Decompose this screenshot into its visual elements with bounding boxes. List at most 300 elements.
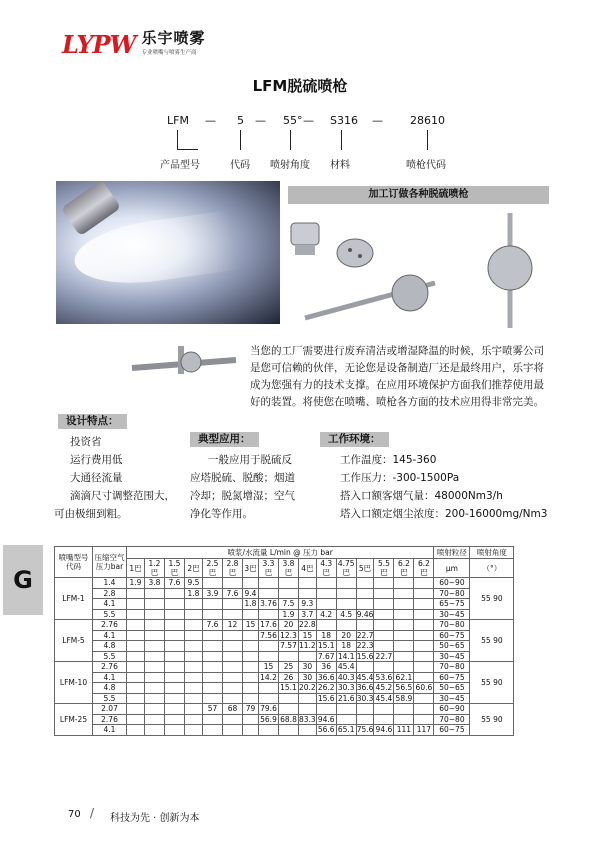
brand-logo: [62, 30, 206, 59]
flow-cell: [243, 693, 259, 704]
flow-cell: [185, 683, 203, 694]
design-heading: 设计特点：: [58, 414, 127, 429]
air-pressure-cell: 4.1: [93, 672, 127, 683]
flow-cell: [259, 641, 279, 652]
flow-cell: 7.6: [165, 578, 185, 589]
flow-cell: [223, 693, 243, 704]
flow-cell: 75.6: [356, 725, 374, 735]
spray-angle-cell: 55 90: [470, 704, 514, 736]
flow-cell: [316, 620, 336, 631]
model-cell: LFM-10: [55, 662, 93, 704]
droplet-size-cell: 70~80: [434, 714, 470, 725]
flow-cell: [127, 704, 145, 715]
flow-cell: [299, 588, 317, 599]
header-model: 喷嘴型号代码: [55, 547, 93, 578]
code-label: 喷枪代码: [406, 160, 446, 171]
flow-cell: [243, 683, 259, 694]
flow-cell: 9.3: [299, 599, 317, 610]
flow-cell: [356, 588, 374, 599]
flow-cell: 7.56: [260, 630, 277, 640]
header-pressure: 2.5巴: [203, 559, 223, 578]
flow-cell: [336, 588, 356, 599]
flow-cell: [316, 599, 336, 610]
flow-cell: [394, 578, 414, 589]
flow-cell: 18: [316, 630, 336, 641]
flow-cell: 7.67: [317, 651, 335, 661]
air-pressure-cell: 4.8: [93, 641, 127, 652]
product-photos: [285, 208, 555, 338]
flow-cell: [145, 672, 165, 683]
environment-item: 工作温度：145-360: [340, 454, 437, 466]
code-part: LFM: [167, 114, 189, 127]
flow-cell: [374, 588, 394, 599]
air-pressure-cell: 2.07: [93, 704, 127, 715]
flow-cell: [356, 620, 374, 631]
flow-cell: 68.8: [280, 714, 297, 724]
flow-cell: [185, 599, 203, 610]
header-pressure: 1.2巴: [145, 559, 165, 578]
design-item: 运行费用低: [70, 454, 123, 466]
spray-angle-cell: 55 90: [470, 620, 514, 662]
header-pressure: 3.8巴: [279, 559, 299, 578]
flow-cell: 56.9: [260, 714, 277, 724]
flow-cell: 60.6: [415, 683, 433, 693]
flow-cell: 3.76: [260, 599, 277, 609]
flow-cell: [374, 641, 394, 652]
flow-cell: 4.2: [316, 609, 336, 620]
flow-cell: [394, 630, 414, 641]
flow-cell: [223, 725, 243, 736]
flow-cell: [127, 630, 145, 641]
flow-cell: 36.6: [356, 683, 374, 693]
table-row: [55, 609, 514, 620]
flow-cell: 9.46: [356, 609, 374, 619]
code-part: 5: [237, 114, 244, 127]
flow-cell: [127, 672, 145, 683]
droplet-size-cell: 60~90: [434, 704, 470, 715]
header-air: 压缩空气压力bar: [93, 547, 127, 578]
design-item: 投资省: [70, 436, 102, 448]
flow-cell: 40.3: [337, 672, 355, 682]
flow-cell: 12.3: [280, 630, 297, 640]
flow-cell: [203, 714, 223, 725]
flow-cell: [336, 599, 356, 610]
flow-cell: [165, 672, 185, 683]
flow-cell: [259, 651, 279, 662]
flow-cell: [185, 693, 203, 704]
flow-cell: 22.7: [375, 651, 393, 661]
flow-cell: [165, 725, 185, 736]
table-row: [55, 620, 514, 631]
flow-cell: 3.7: [299, 609, 317, 620]
flow-cell: [127, 599, 145, 610]
flow-cell: [243, 641, 259, 652]
footer-motto: 科技为先 · 创新为本: [110, 813, 200, 824]
flow-cell: [299, 693, 317, 704]
flow-cell: [259, 609, 279, 620]
flow-cell: [259, 683, 279, 694]
header-flow: 喷浆/水流量 L/min @ 压力 bar: [127, 547, 434, 559]
flow-cell: [374, 714, 394, 725]
flow-cell: 11.2: [299, 641, 316, 651]
flow-cell: 45.4: [356, 672, 374, 682]
flow-cell: [145, 641, 165, 652]
flow-cell: 62.1: [395, 672, 413, 682]
flow-cell: 117: [414, 725, 434, 736]
flow-cell: [394, 704, 414, 715]
flow-cell: [145, 599, 165, 610]
flow-cell: [223, 683, 243, 694]
flow-cell: 15.1: [317, 641, 335, 651]
droplet-size-cell: 30~45: [434, 609, 470, 620]
table-row: [55, 693, 514, 704]
droplet-size-cell: 60~90: [434, 578, 470, 589]
flow-cell: [203, 609, 223, 620]
code-bracket: [290, 130, 291, 150]
flow-cell: [203, 725, 223, 736]
flow-cell: 30: [299, 662, 317, 673]
flow-cell: [203, 662, 223, 673]
code-label: 材料: [330, 160, 350, 171]
code-part: 28610: [410, 114, 445, 127]
flow-cell: [165, 609, 185, 620]
flow-cell: [336, 714, 356, 725]
flow-cell: [374, 609, 394, 620]
flow-cell: [223, 714, 243, 725]
flow-cell: 68: [223, 704, 243, 715]
droplet-size-cell: 50~65: [434, 683, 470, 694]
flow-cell: [374, 599, 394, 610]
page-number: 70: [68, 809, 81, 820]
flow-cell: 45.2: [375, 683, 393, 693]
flow-cell: [316, 588, 336, 599]
code-label: 代码: [230, 160, 250, 171]
nozzle-product-2: [337, 239, 373, 267]
flow-cell: [243, 651, 259, 662]
flow-cell: [165, 620, 185, 631]
header-pressure: 6.2巴: [414, 559, 434, 578]
flow-cell: [203, 651, 223, 662]
flow-cell: [203, 683, 223, 694]
flow-cell: [394, 651, 414, 662]
flow-cell: 3.8: [145, 578, 165, 589]
flow-cell: [243, 725, 259, 736]
flow-cell: [414, 630, 434, 641]
lance-product-2: [488, 213, 532, 328]
table-row: [55, 599, 514, 610]
code-part: —: [303, 114, 314, 127]
flow-cell: [414, 641, 434, 652]
flow-cell: 53.6: [375, 672, 393, 682]
custom-header: 加工订做各种脱硫喷枪: [288, 186, 549, 204]
flow-cell: [145, 725, 165, 736]
flow-cell: [414, 693, 434, 704]
header-pressure: 5巴: [356, 559, 374, 578]
flow-cell: [299, 704, 317, 715]
flow-cell: [145, 714, 165, 725]
flow-cell: [203, 630, 223, 641]
table-row: [55, 588, 514, 599]
flow-cell: 36: [316, 662, 336, 673]
droplet-size-cell: 30~45: [434, 651, 470, 662]
table-row: [55, 672, 514, 683]
header-angle: 喷射角度: [470, 547, 514, 559]
environment-item: 搭入口额客烟气量：48000Nm3/h: [340, 490, 503, 502]
flow-cell: [356, 704, 374, 715]
droplet-size-cell: 70~80: [434, 588, 470, 599]
flow-cell: [185, 630, 203, 641]
flow-cell: [374, 630, 394, 641]
flow-cell: [243, 578, 259, 589]
flow-cell: 65.1: [337, 725, 355, 735]
flow-cell: [299, 578, 317, 589]
flow-cell: 15: [243, 620, 259, 631]
flow-cell: [414, 672, 434, 683]
flow-cell: 14.2: [260, 672, 277, 682]
application-item: 一般应用于脱硫反: [208, 454, 292, 466]
flow-cell: [374, 578, 394, 589]
flow-cell: [203, 578, 223, 589]
flow-cell: [165, 641, 185, 652]
flow-cell: [394, 609, 414, 620]
logo-mark: LYPW: [62, 30, 136, 59]
flow-cell: 3.9: [203, 588, 223, 599]
flow-cell: 7.57: [280, 641, 297, 651]
flow-cell: [185, 672, 203, 683]
flow-cell: [259, 693, 279, 704]
flow-cell: [336, 578, 356, 589]
flow-cell: [127, 725, 145, 736]
flow-cell: 18: [336, 641, 356, 652]
flow-cell: [127, 588, 145, 599]
flow-cell: [145, 609, 165, 620]
code-bracket: [427, 130, 428, 150]
environment-heading: 工作环境：: [320, 432, 389, 447]
code-part: —: [205, 114, 216, 127]
flow-cell: [203, 641, 223, 652]
flow-cell: [279, 651, 299, 662]
lance-product-1: [305, 275, 435, 318]
flow-cell: [414, 609, 434, 620]
page-title: LFM脱硫喷枪: [252, 77, 348, 95]
air-pressure-cell: 4.8: [93, 683, 127, 694]
nozzle-image: [61, 180, 121, 237]
flow-cell: [414, 588, 434, 599]
flow-cell: [336, 620, 356, 631]
flow-cell: [316, 704, 336, 715]
flow-cell: 7.5: [279, 599, 299, 610]
flow-cell: 1.9: [279, 609, 299, 620]
flow-cell: 4.5: [336, 609, 356, 620]
application-heading: 典型应用：: [190, 432, 259, 447]
flow-cell: [223, 641, 243, 652]
flow-cell: [243, 662, 259, 673]
code-label: 产品型号: [160, 160, 200, 171]
header-pressure: 2巴: [185, 559, 203, 578]
model-cell: LFM-1: [55, 578, 93, 620]
flow-cell: 14.1: [337, 651, 355, 661]
table-row: [55, 662, 514, 673]
code-bracket: [341, 130, 342, 150]
flow-cell: [185, 662, 203, 673]
code-part: —: [372, 114, 383, 127]
flow-cell: [165, 683, 185, 694]
flow-cell: [299, 651, 317, 662]
air-pressure-cell: 4.1: [93, 630, 127, 641]
flow-cell: 15: [299, 630, 317, 641]
air-pressure-cell: 4.1: [93, 599, 127, 610]
flow-cell: 30.3: [337, 683, 355, 693]
table-row: [55, 578, 514, 589]
flow-cell: [223, 662, 243, 673]
flow-cell: 25: [279, 662, 299, 673]
flow-cell: [414, 620, 434, 631]
flow-cell: 20: [336, 630, 356, 641]
brand-name: 乐宇喷雾: [141, 29, 206, 47]
nozzle-product-1: [291, 223, 319, 255]
flow-cell: [394, 599, 414, 610]
table-row: [55, 725, 514, 736]
droplet-size-cell: 65~75: [434, 599, 470, 610]
header-size-unit: μm: [434, 559, 470, 578]
flow-cell: [203, 693, 223, 704]
air-pressure-cell: 5.5: [93, 651, 127, 662]
header-pressure: 4巴: [299, 559, 317, 578]
flow-cell: [127, 693, 145, 704]
flow-cell: [243, 714, 259, 725]
table-row: [55, 714, 514, 725]
flow-cell: 15.1: [280, 683, 297, 693]
footer-slash: /: [90, 806, 95, 820]
flow-cell: 94.6: [375, 725, 393, 735]
flow-cell: 94.6: [317, 714, 335, 724]
flow-cell: [414, 704, 434, 715]
flow-cell: [243, 630, 259, 641]
environment-item: 塔入口额定烟尘浓度：200-16000mg/Nm3: [340, 508, 548, 520]
flow-cell: [127, 641, 145, 652]
flow-cell: [259, 578, 279, 589]
flow-cell: [259, 725, 279, 736]
lance-photo: [128, 338, 240, 378]
droplet-size-cell: 50~65: [434, 641, 470, 652]
flow-cell: [243, 672, 259, 683]
table-row: [55, 641, 514, 652]
flow-cell: [145, 588, 165, 599]
flow-cell: 9.5: [185, 578, 203, 589]
table-row: [55, 704, 514, 715]
flow-cell: [374, 620, 394, 631]
code-part: —: [255, 114, 266, 127]
header-pressure: 4.75巴: [337, 559, 355, 577]
code-bracket: [240, 130, 241, 150]
flow-cell: [145, 704, 165, 715]
flow-cell: [356, 662, 374, 673]
header-pressure: 1.5巴: [165, 559, 185, 578]
flow-cell: [185, 704, 203, 715]
flow-cell: [223, 609, 243, 620]
flow-cell: [394, 714, 414, 725]
model-cell: LFM-5: [55, 620, 93, 662]
flow-cell: [145, 662, 165, 673]
flow-cell: [356, 578, 374, 589]
design-item: 滴滴尺寸调整范围大，: [70, 490, 175, 502]
environment-item: 工作压力：-300-1500Pa: [340, 472, 460, 484]
flow-cell: [356, 714, 374, 725]
flow-cell: [394, 641, 414, 652]
flow-cell: [279, 725, 299, 736]
flow-cell: [185, 609, 203, 620]
code-bracket: [177, 130, 198, 150]
flow-cell: [145, 620, 165, 631]
flow-cell: [356, 599, 374, 610]
table-row: [55, 651, 514, 662]
flow-cell: [336, 704, 356, 715]
flow-cell: [127, 609, 145, 620]
flow-cell: [279, 704, 299, 715]
flow-cell: 20: [279, 620, 299, 631]
flow-cell: [243, 609, 259, 620]
flow-cell: [145, 651, 165, 662]
flow-cell: [203, 672, 223, 683]
brand-slogan: 专业喷嘴与喷雾生产商: [141, 50, 197, 56]
intro-paragraph: 当您的工厂需要进行废弃清洁或增湿降温的时候，乐宇喷雾公司是您可信赖的伙伴，无论您是设备制造厂还是最终用户，乐宇将成为您强有力的技术支撑。在应用环境保护方面我们推荐使用最好的装置。将使您在喷嘴、喷枪各方面的技术应用得非常完美。: [250, 345, 544, 408]
flow-cell: 7.6: [203, 620, 223, 631]
flow-cell: 83.3: [299, 714, 316, 724]
section-tab: G: [3, 545, 43, 615]
flow-cell: 111: [394, 725, 414, 736]
table-row: [55, 630, 514, 641]
flow-cell: [165, 662, 185, 673]
flow-cell: [259, 588, 279, 599]
flow-cell: [165, 704, 185, 715]
code-label: 喷射角度: [270, 160, 310, 171]
design-item: 可由极细到粗。: [54, 508, 128, 520]
flow-cell: 20.2: [299, 683, 316, 693]
code-part: S316: [330, 114, 358, 127]
flow-cell: 1.8: [243, 599, 259, 610]
spec-table: [54, 546, 514, 736]
header-pressure: 3巴: [243, 559, 259, 578]
spray-angle-cell: 55 90: [470, 662, 514, 704]
flow-cell: 17.6: [260, 620, 277, 630]
code-part: 55°: [283, 114, 303, 127]
flow-cell: [374, 662, 394, 673]
flow-cell: [414, 651, 434, 662]
flow-cell: [279, 578, 299, 589]
spray-angle-cell: 55 90: [470, 578, 514, 620]
header-pressure: 4.3巴: [316, 559, 336, 578]
header-pressure: 1巴: [127, 559, 145, 578]
flow-cell: 22.8: [299, 620, 316, 630]
droplet-size-cell: 30~45: [434, 693, 470, 704]
flow-cell: [127, 714, 145, 725]
flow-cell: [203, 599, 223, 610]
flow-cell: [185, 651, 203, 662]
flow-cell: [165, 714, 185, 725]
flow-cell: 58.9: [395, 693, 413, 703]
header-pressure: 3.3巴: [259, 559, 279, 578]
design-item: 大通径流量: [70, 472, 123, 484]
flow-cell: [145, 683, 165, 694]
air-pressure-cell: 2.76: [93, 662, 127, 673]
table-row: [55, 683, 514, 694]
flow-cell: 56.5: [395, 683, 413, 693]
flow-cell: [127, 662, 145, 673]
flow-cell: [127, 620, 145, 631]
air-pressure-cell: 2.76: [93, 714, 127, 725]
flow-cell: [223, 672, 243, 683]
air-pressure-cell: 1.4: [93, 578, 127, 589]
